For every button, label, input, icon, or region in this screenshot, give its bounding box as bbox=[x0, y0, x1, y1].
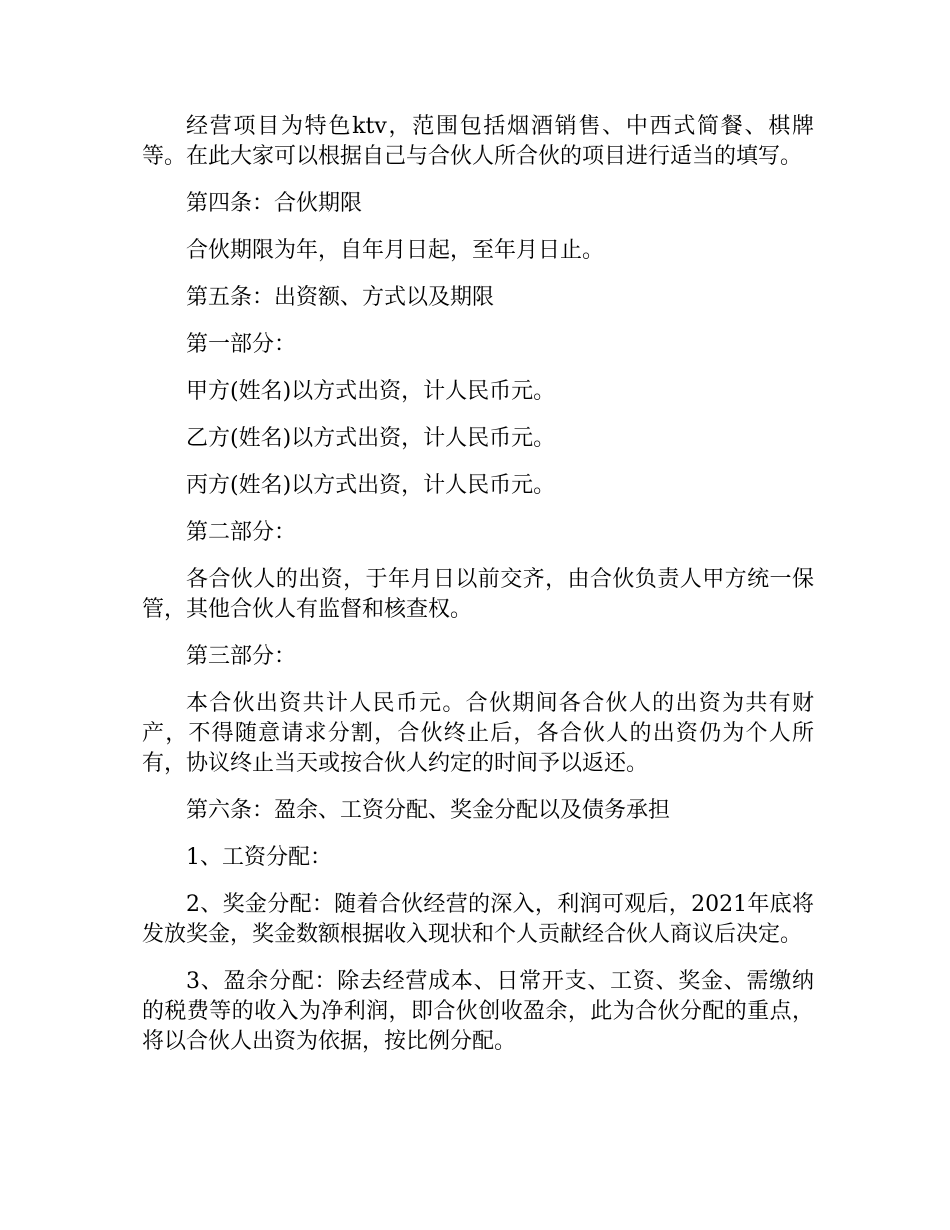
paragraph-total-contribution: 本合伙出资共计人民币元。合伙期间各合伙人的出资为共有财产，不得随意请求分割，合伙终止后，各合伙人的出资仍为个人所有，协议终止当天或按合伙人约定的时间予以返还。 bbox=[142, 691, 814, 776]
subheading-part-2: 第二部分： bbox=[186, 520, 297, 545]
paragraph-partnership-term: 合伙期限为年，自年月日起，至年月日止。 bbox=[186, 238, 605, 263]
paragraph-bonus-distribution: 2、奖金分配：随着合伙经营的深入，利润可观后，2021年底将发放奖金，奖金数额根据收入现状和个人贡献经合伙人商议后决定。 bbox=[142, 892, 814, 947]
paragraph-surplus-distribution: 3、盈余分配：除去经营成本、日常开支、工资、奖金、需缴纳的税费等的收入为净利润，即合伙创收盈余，此为合伙分配的重点，将以合伙人出资为依据，按比例分配。 bbox=[142, 969, 814, 1054]
paragraph-salary-distribution: 1、工资分配： bbox=[186, 845, 332, 870]
paragraph-party-a-contribution: 甲方(姓名)以方式出资，计人民币元。 bbox=[186, 379, 556, 404]
paragraph-business-scope: 经营项目为特色ktv，范围包括烟酒销售、中西式简餐、棋牌等。在此大家可以根据自己与合伙人所合伙的项目进行适当的填写。 bbox=[142, 114, 814, 169]
heading-article-6: 第六条：盈余、工资分配、奖金分配以及债务承担 bbox=[186, 798, 671, 823]
document-body bbox=[142, 112, 814, 1074]
subheading-part-1: 第一部分： bbox=[186, 332, 297, 357]
paragraph-party-b-contribution: 乙方(姓名)以方式出资，计人民币元。 bbox=[186, 426, 556, 451]
subheading-part-3: 第三部分： bbox=[186, 644, 297, 669]
heading-article-5: 第五条：出资额、方式以及期限 bbox=[186, 285, 495, 310]
paragraph-party-c-contribution: 丙方(姓名)以方式出资，计人民币元。 bbox=[186, 473, 556, 498]
heading-article-4: 第四条：合伙期限 bbox=[186, 191, 363, 216]
paragraph-contribution-deadline: 各合伙人的出资，于年月日以前交齐，由合伙负责人甲方统一保管，其他合伙人有监督和核查权。 bbox=[142, 567, 814, 622]
